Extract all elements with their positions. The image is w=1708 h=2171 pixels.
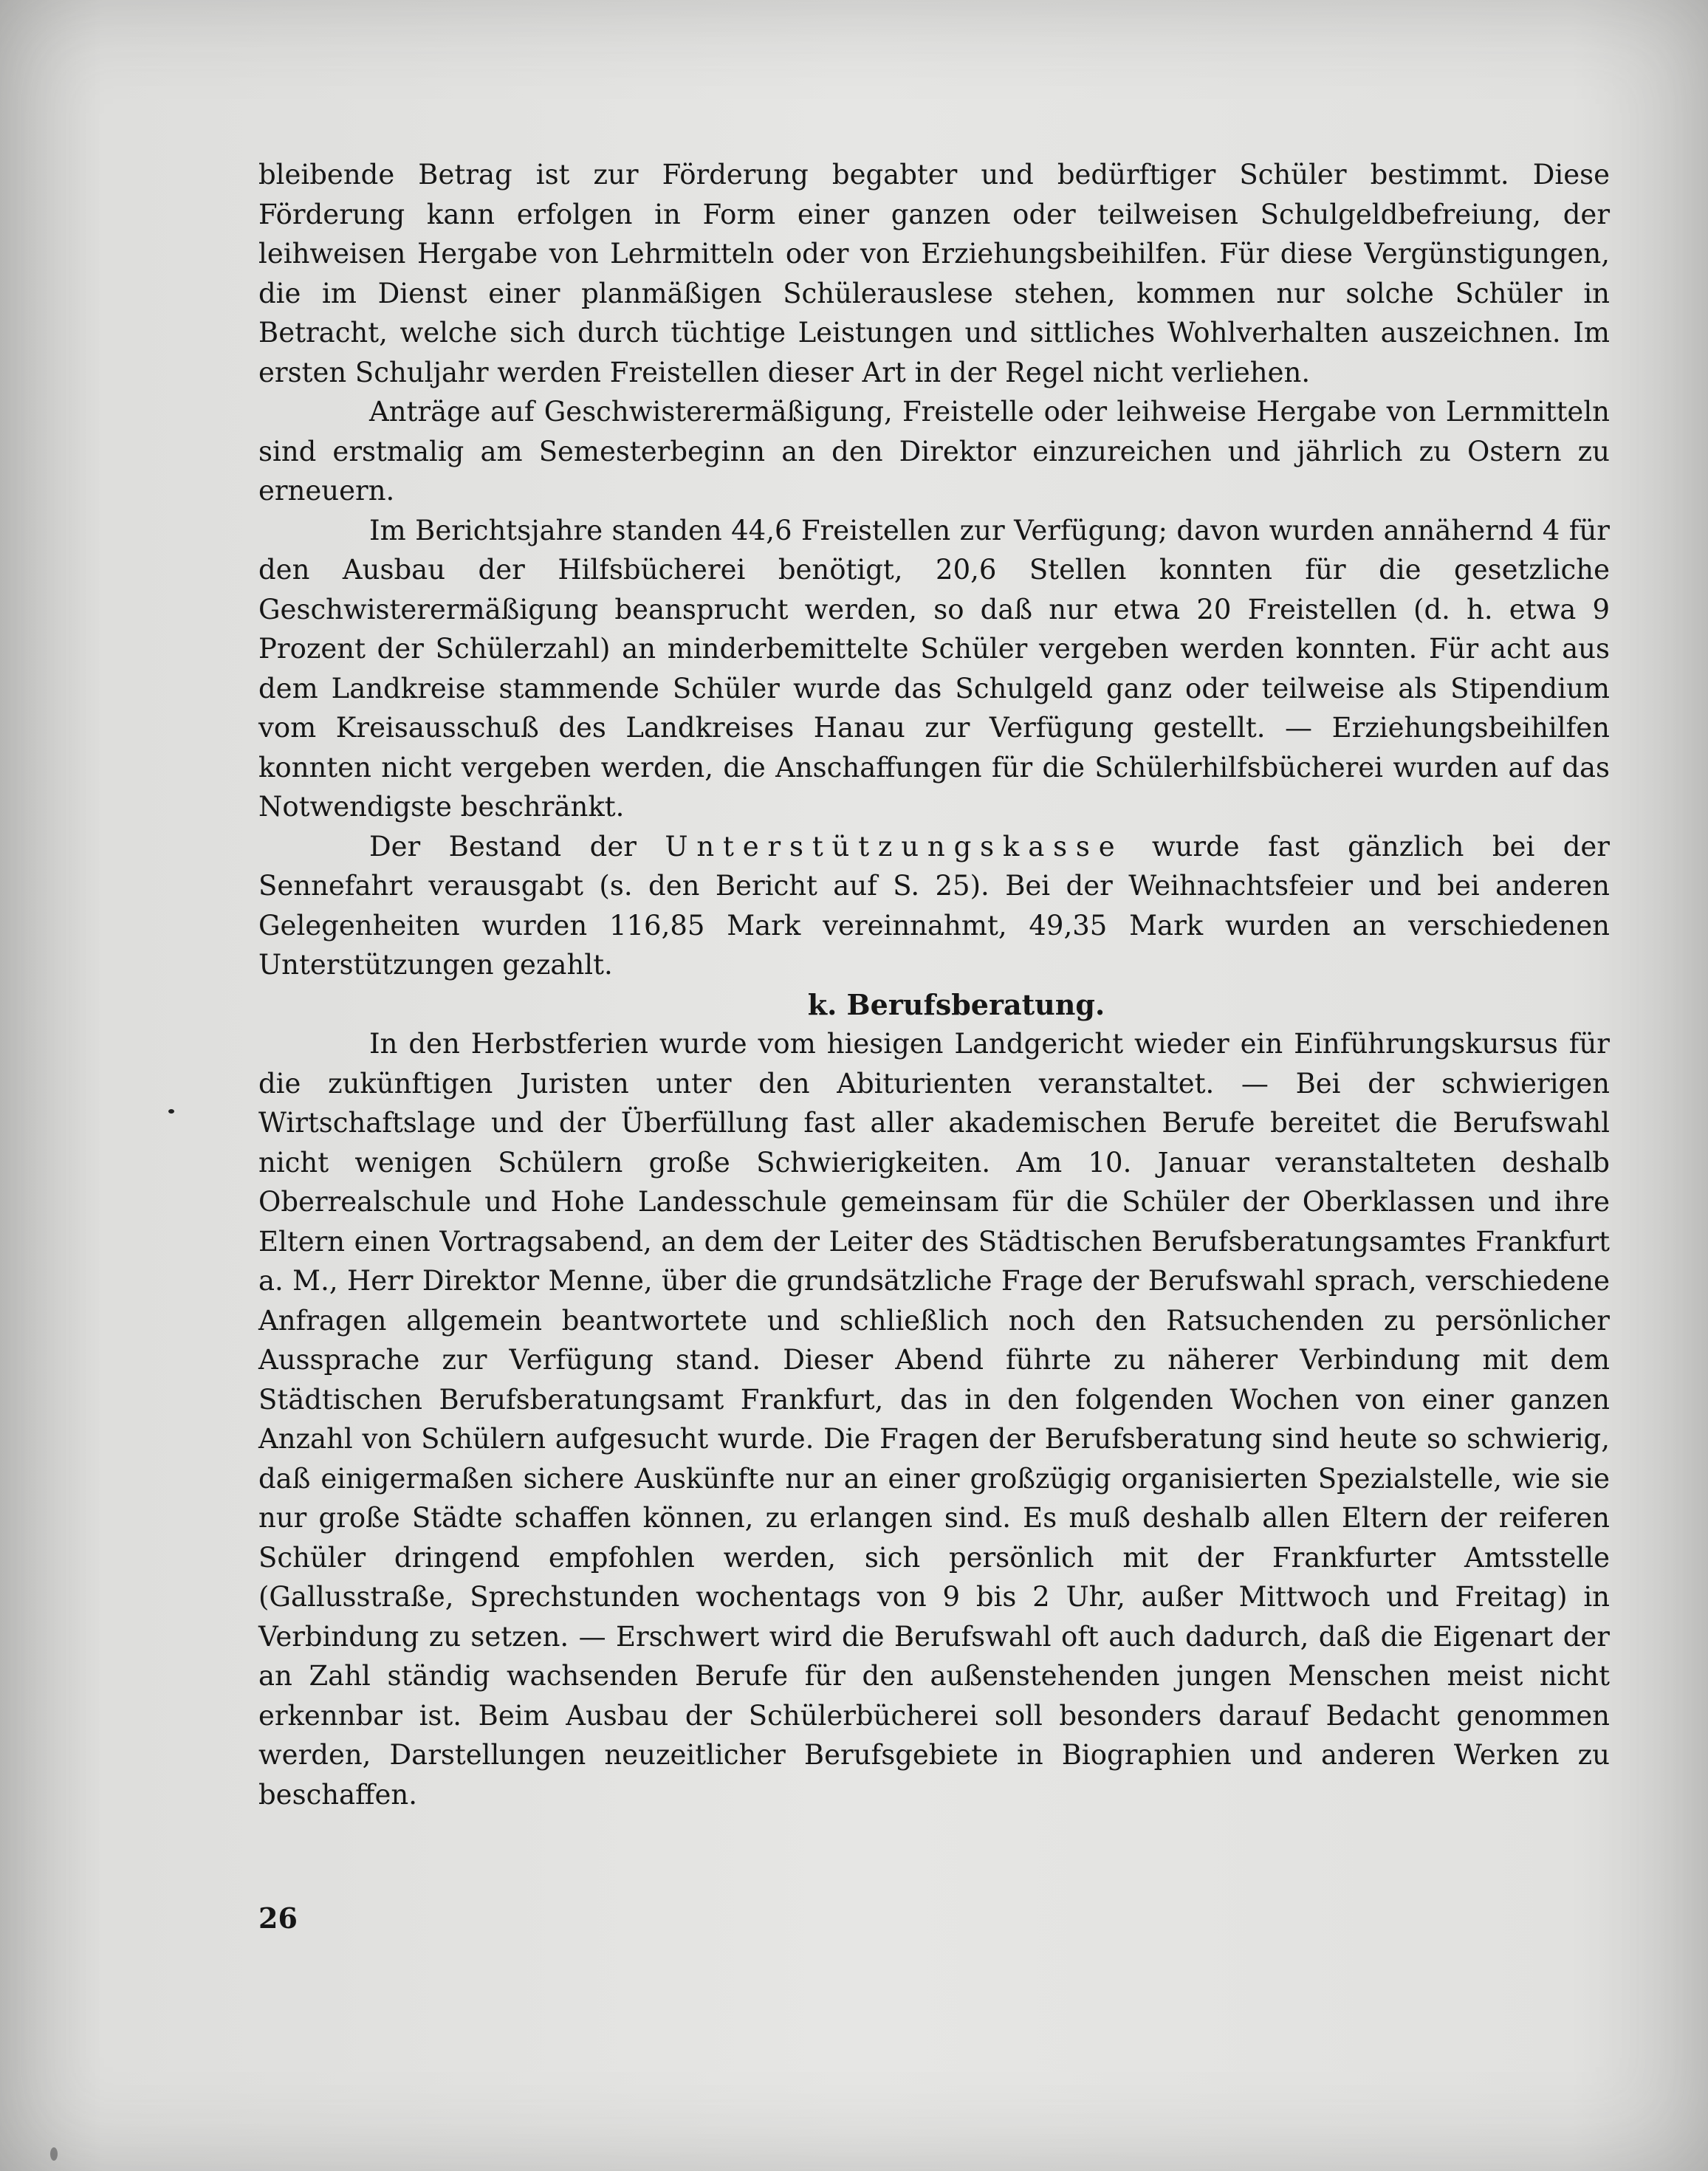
- ink-speck: [168, 1109, 174, 1114]
- paragraph-antraege: Anträge auf Geschwisterermäßigung, Freistelle oder leihweise Hergabe von Lernmitteln sind erstmalig am Semesterbeginn an den Direktor einzureichen und jährlich zu Ostern zu erneuern.: [258, 396, 1610, 507]
- paragraph-lead: Der Bestand der: [369, 830, 665, 862]
- paragraph-berufsberatung: In den Herbstferien wurde vom hiesigen Landgericht wieder ein Einführungskursus für die zukünftigen Juristen unter den Abiturienten veranstaltet. — Bei der schwierigen Wirtschaftslage und der Überfüllung fast aller akademischen Berufe bereitet die Berufswahl nicht wenigen Schülern große Schwierigkeiten. Am 10. Januar veranstalteten deshalb Oberrealschule und Hohe Landesschule gemeinsam für die Schüler der Oberklassen und ihre Eltern einen Vortragsabend, an dem der Leiter des Städtischen Berufsberatungsamtes Frankfurt a. M., Herr Direktor Menne, über die grundsätzliche Frage der Berufswahl sprach, verschiedene Anfragen allgemein beantwortete und schließlich noch den Ratsuchenden zu persönlicher Aussprache zur Verfügung stand. Dieser Abend führte zu näherer Verbindung mit dem Städtischen Berufsberatungsamt Frankfurt, das in den folgenden Wochen von einer ganzen Anzahl von Schülern aufgesucht wurde. Die Fragen der Berufsberatung sind heute so schwierig, daß einigermaßen sichere Auskünfte nur an einer großzügig organisierten Spezialstelle, wie sie nur große Städte schaffen können, zu erlangen sind. Es muß deshalb allen Eltern der reiferen Schüler dringend empfohlen werden, sich persönlich mit der Frankfurter Amtsstelle (Gallusstraße, Sprechstunden wochentags von 9 bis 2 Uhr, außer Mittwoch und Freitag) in Verbindung zu setzen. — Erschwert wird die Berufswahl oft auch dadurch, daß die Eigenart der an Zahl ständig wachsenden Berufe für den außenstehenden jungen Menschen meist nicht erkennbar ist. Beim Ausbau der Schülerbücherei soll besonders darauf Bedacht genommen werden, Darstellungen neuzeitlicher Berufsgebiete in Biographien und anderen Werken zu beschaffen.: [258, 1028, 1610, 1811]
- ink-speck: [50, 2147, 58, 2161]
- page-number: 26: [258, 1901, 298, 1935]
- section-heading: k. Berufsberatung.: [807, 987, 1105, 1021]
- paragraph-freistellen: Im Berichtsjahre standen 44,6 Freistellen zur Verfügung; davon wurden annähernd 4 für den Ausbau der Hilfsbücherei benötigt, 20,6 Stellen konnten für die gesetzliche Geschwisterermäßigung beansprucht werden, so daß nur etwa 20 Freistellen (d. h. etwa 9 Prozent der Schülerzahl) an minderbemittelte Schüler vergeben werden konnten. Für acht aus dem Landkreise stammende Schüler wurde das Schulgeld ganz oder teilweise als Stipendium vom Kreisausschuß des Landkreises Hanau zur Verfügung gestellt. — Erziehungsbeihilfen konnten nicht vergeben werden, die Anschaffungen für die Schülerhilfsbücherei wurden auf das Notwendigste beschränkt.: [258, 514, 1610, 823]
- emphasized-term: Unterstützungskasse: [665, 830, 1124, 862]
- paragraph-unterstuetzungskasse: [258, 827, 1610, 985]
- body-text: [258, 155, 1610, 1814]
- paragraph-foerderung: bleibende Betrag ist zur Förderung begabter und bedürftiger Schüler bestimmt. Diese Förderung kann erfolgen in Form einer ganzen oder teilweisen Schulgeldbefreiung, der leihweisen Hergabe von Lehrmitteln oder von Erziehungsbeihilfen. Für diese Vergünstigungen, die im Dienst einer planmäßigen Schülerauslese stehen, kommen nur solche Schüler in Betracht, welche sich durch tüchtige Leistungen und sittliches Wohlverhalten auszeichnen. Im ersten Schuljahr werden Freistellen dieser Art in der Regel nicht verliehen.: [258, 159, 1610, 388]
- paragraph-rest: wurde fast gänzlich bei der Sennefahrt verausgabt (s. den Bericht auf S. 25). Bei der Weihnachtsfeier und bei anderen Gelegenheiten wurden 116,85 Mark vereinnahmt, 49,35 Mark wurden an verschiedenen Unterstützungen gezahlt.: [258, 830, 1610, 981]
